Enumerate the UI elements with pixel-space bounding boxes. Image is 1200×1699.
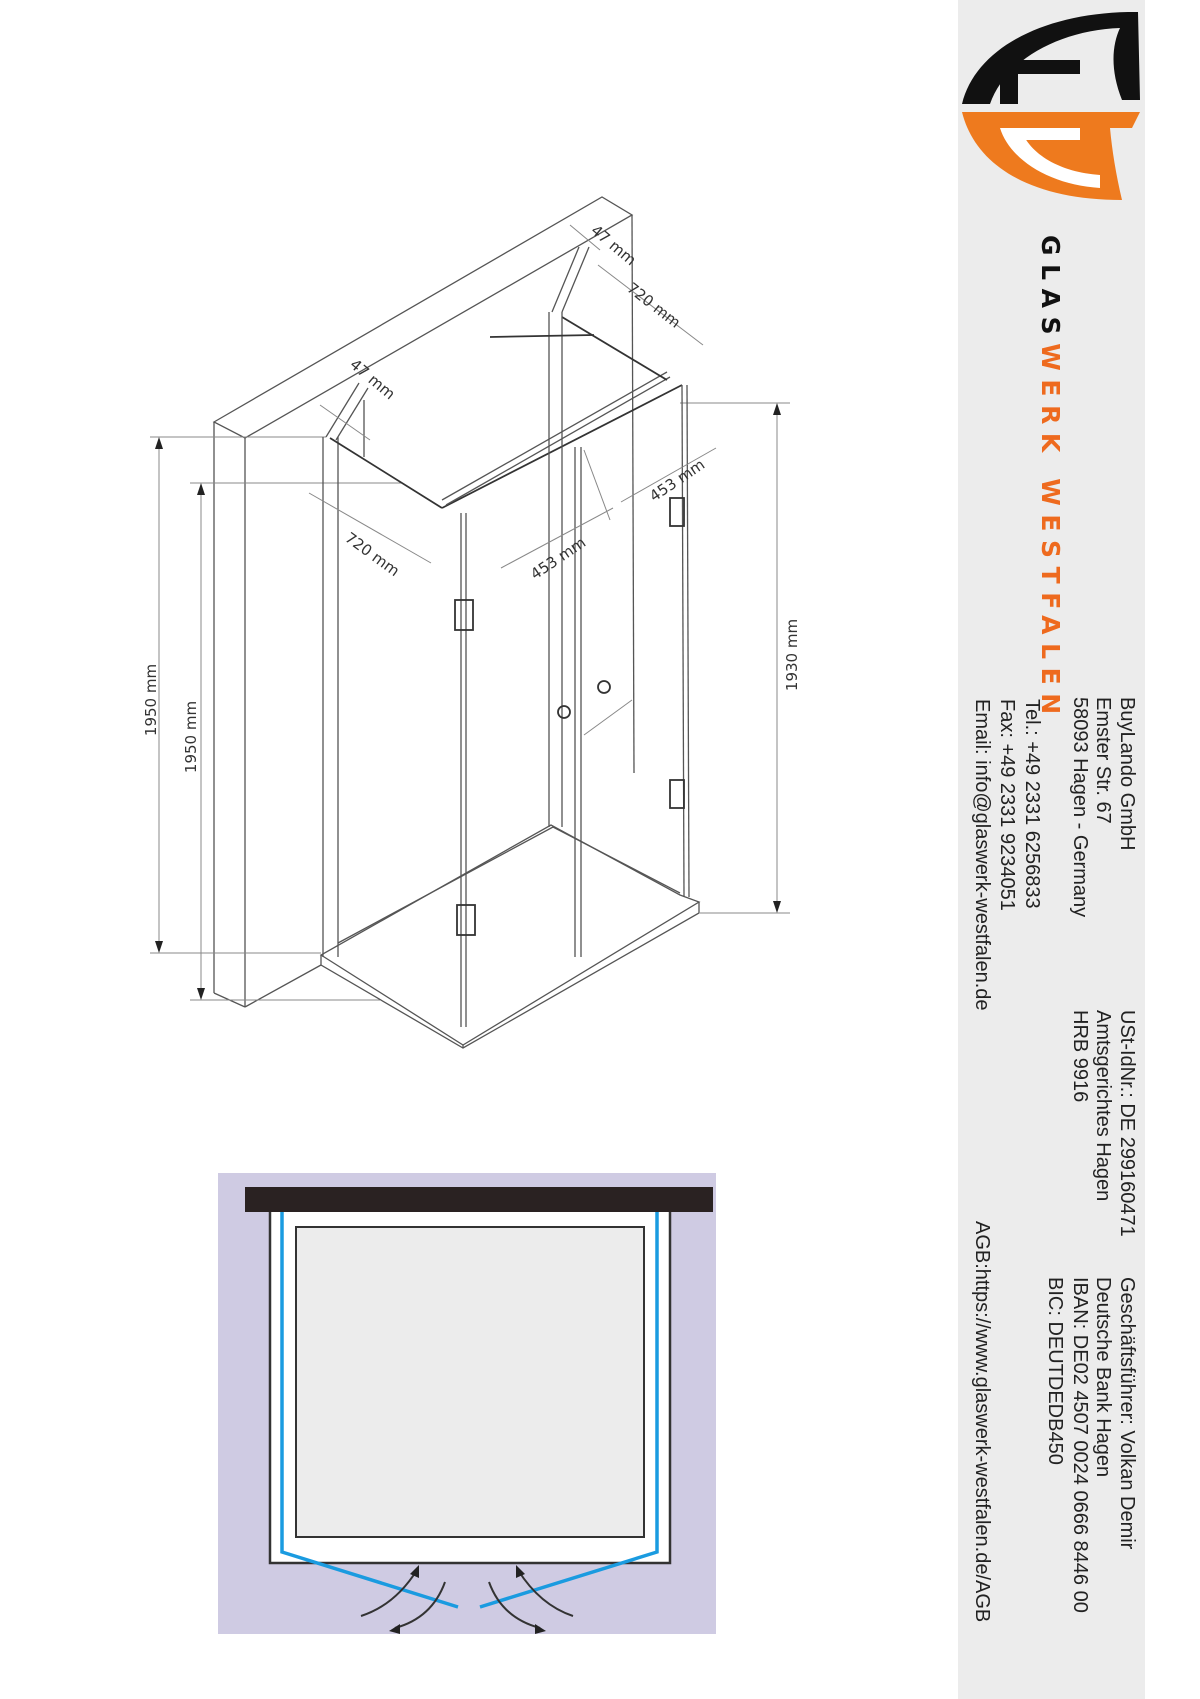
dim-front-453: 453 mm [527, 533, 590, 584]
dim-height-right: 1930 mm [783, 618, 801, 692]
agb-link[interactable]: AGB:https://www.glaswerk-westfalen.de/AGB [971, 1221, 993, 1623]
hinge-icon [455, 600, 473, 630]
dim-height-outer: 1950 mm [142, 663, 160, 737]
fax-line: Fax: +49 2331 9234051 [996, 699, 1018, 911]
address-line: Emster Str. 67 [1092, 697, 1114, 824]
dim-top-720: 720 mm [623, 278, 684, 332]
brand-name: GLASWERK WESTFALEN [1036, 235, 1065, 723]
plan-view [218, 1173, 716, 1634]
bic: BIC: DEUTDEDB450 [1044, 1277, 1066, 1465]
dim-right-453: 453 mm [646, 455, 709, 506]
wall-bar [245, 1187, 713, 1212]
wall [214, 197, 634, 1007]
hrb: HRB 9916 [1069, 1010, 1091, 1103]
managing-director: Geschäftsführer: Volkan Demir [1116, 1277, 1138, 1550]
address-line: 58093 Hagen - Germany [1069, 697, 1091, 918]
shower-enclosure [321, 247, 699, 1048]
court: Amtsgerichtes Hagen [1092, 1010, 1114, 1202]
iban: IBAN: DE02 4507 0024 0666 8446 00 [1069, 1277, 1091, 1613]
vat-id: USt-IdNr.: DE 299160471 [1116, 1010, 1138, 1237]
hinge-icon [670, 780, 684, 808]
bank-name: Deutsche Bank Hagen [1092, 1277, 1114, 1478]
dim-height-inner: 1950 mm [182, 700, 200, 774]
phone-line: Tel.: +49 2331 6256833 [1021, 699, 1043, 909]
email-link[interactable]: Email: info@glaswerk-westfalen.de [971, 699, 993, 1011]
company-info [958, 0, 1145, 1699]
address-line: BuyLando GmbH [1116, 697, 1138, 851]
dim-wall-top-47: 47 mm [587, 221, 640, 270]
handle-icon [558, 706, 570, 718]
dim-left-720: 720 mm [341, 528, 403, 581]
dim-left-47: 47 mm [346, 355, 399, 404]
handle-icon [598, 681, 610, 693]
plan-dimensions [309, 221, 716, 583]
